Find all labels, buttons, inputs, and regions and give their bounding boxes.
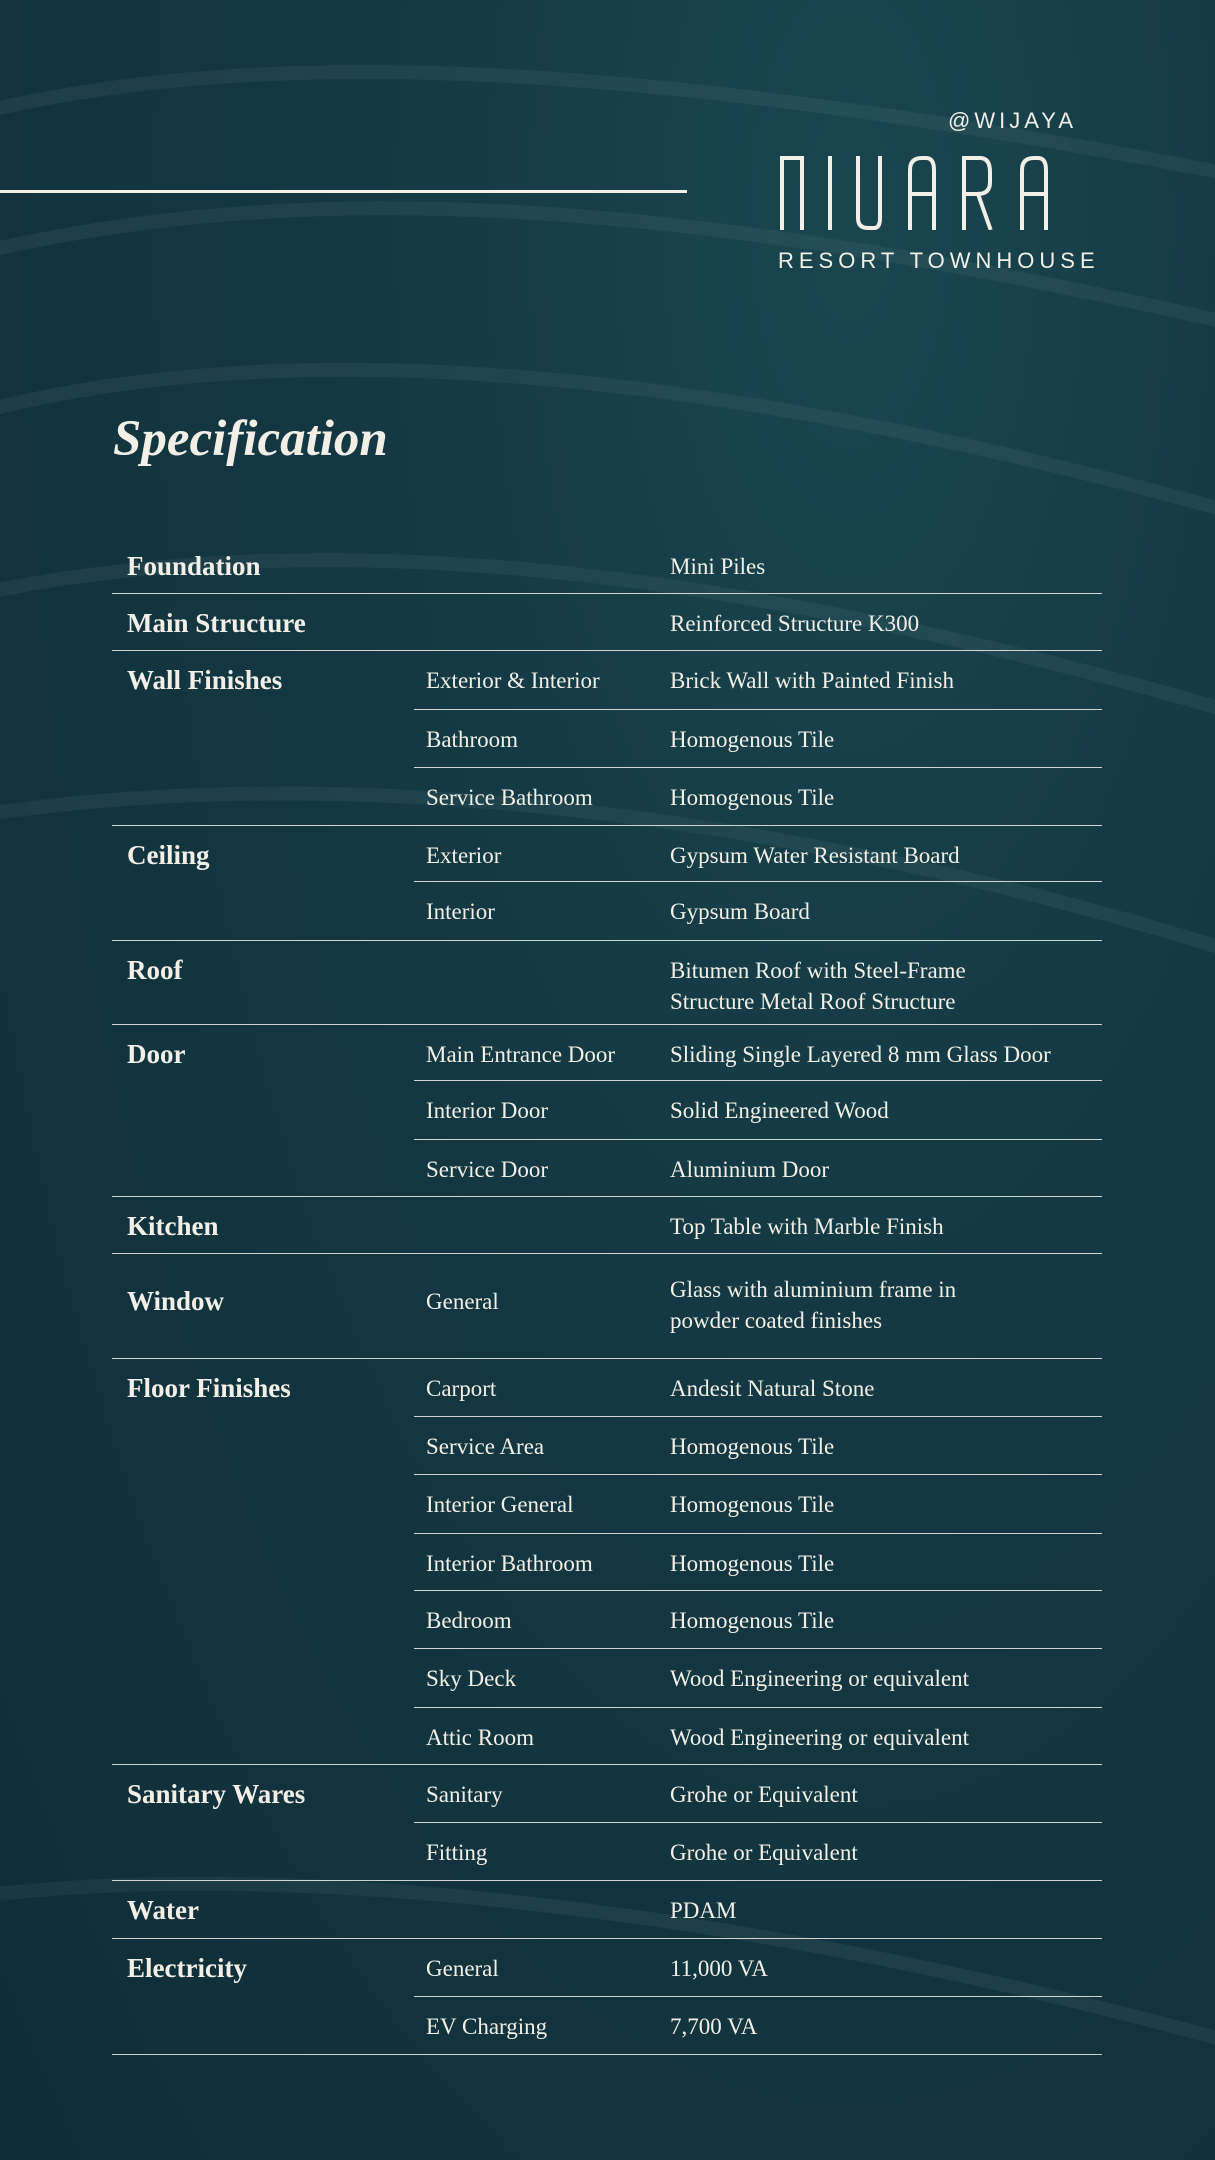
spec-category-label: Water: [127, 1895, 199, 1925]
spec-category: [112, 1997, 414, 2055]
spec-category-label: Sanitary Wares: [127, 1779, 306, 1809]
header-divider-line: [0, 190, 687, 193]
spec-value-text: Wood Engineering or equivalent: [670, 1725, 969, 1750]
page-title: Specification: [113, 411, 388, 467]
spec-value: [666, 826, 1102, 882]
spec-category: [112, 1708, 414, 1765]
spec-row: [112, 1939, 1102, 1997]
spec-value-text: Gypsum Water Resistant Board: [670, 843, 960, 868]
spec-value-text: Homogenous Tile: [670, 727, 835, 752]
spec-category-label: Kitchen: [127, 1211, 219, 1241]
spec-subitem-label: EV Charging: [426, 2014, 548, 2039]
specification-table: [112, 537, 1102, 2055]
spec-category-label: Ceiling: [127, 840, 210, 870]
spec-category-label: Main Structure: [127, 608, 306, 638]
spec-subitem-label: Exterior & Interior: [426, 668, 600, 693]
spec-value-text: Grohe or Equivalent: [670, 1840, 858, 1865]
spec-category-label: Floor Finishes: [127, 1373, 291, 1403]
spec-category-label: [127, 1708, 414, 1722]
spec-subitem: [414, 1649, 666, 1708]
spec-value-text-line2: powder coated finishes: [670, 1308, 883, 1333]
spec-row: [112, 1254, 1102, 1359]
spec-subitem: [414, 594, 666, 651]
spec-row: [112, 594, 1102, 651]
spec-value: [666, 537, 1102, 594]
spec-subitem-label: Exterior: [426, 843, 502, 868]
spec-category-label: Door: [127, 1039, 186, 1069]
spec-row: [112, 768, 1102, 826]
spec-row: [112, 1140, 1102, 1197]
spec-subitem: [414, 941, 666, 1025]
spec-category: [112, 1534, 414, 1591]
spec-category-label: Window: [127, 1286, 225, 1316]
spec-value-text: Glass with aluminium frame in: [670, 1277, 957, 1302]
spec-category: [112, 882, 414, 941]
spec-value-text-line2: Structure Metal Roof Structure: [670, 989, 956, 1014]
spec-subitem: [414, 1025, 666, 1081]
spec-value-text: Top Table with Marble Finish: [670, 1214, 944, 1239]
spec-subitem: [414, 1359, 666, 1417]
spec-subitem: [414, 1881, 666, 1939]
spec-category-label: [127, 1475, 414, 1489]
spec-value: [666, 1823, 1102, 1881]
spec-category: [112, 594, 414, 651]
spec-category-label: Foundation: [127, 551, 261, 581]
spec-value: [666, 710, 1102, 768]
spec-subitem-label: Carport: [426, 1376, 497, 1401]
spec-row: [112, 1649, 1102, 1708]
spec-category-label: [127, 1649, 414, 1663]
spec-row: [112, 1765, 1102, 1823]
spec-row: [112, 1708, 1102, 1765]
spec-value: [666, 1649, 1102, 1708]
spec-category-label: [127, 1823, 414, 1837]
spec-subitem: [414, 1417, 666, 1475]
spec-category: [112, 1939, 414, 1997]
spec-value: [666, 1997, 1102, 2055]
nivara-logotype: [778, 152, 1083, 230]
spec-row: [112, 941, 1102, 1025]
spec-value: [666, 1881, 1102, 1939]
spec-subitem: [414, 1140, 666, 1197]
spec-category-label: Roof: [127, 955, 183, 985]
spec-category-label: [127, 768, 414, 782]
spec-category: [112, 941, 414, 1025]
spec-subitem-label: Bedroom: [426, 1608, 512, 1633]
brand-tagline: RESORT TOWNHOUSE: [778, 248, 1100, 273]
spec-category: [112, 1475, 414, 1534]
spec-subitem-label: Interior Bathroom: [426, 1551, 593, 1576]
spec-category: [112, 1081, 414, 1140]
spec-value: [666, 594, 1102, 651]
spec-row: [112, 1591, 1102, 1649]
spec-subitem: [414, 710, 666, 768]
spec-category: [112, 651, 414, 710]
spec-subitem: [414, 1939, 666, 1997]
spec-value: [666, 651, 1102, 710]
spec-value-text: PDAM: [670, 1898, 737, 1923]
spec-category: [112, 1881, 414, 1939]
spec-subitem-label: Interior General: [426, 1492, 574, 1517]
spec-row: [112, 1197, 1102, 1254]
spec-value: [666, 1417, 1102, 1475]
spec-subitem-label: [426, 537, 666, 551]
spec-category: [112, 1140, 414, 1197]
spec-category-label: Electricity: [127, 1953, 247, 1983]
spec-value: [666, 1359, 1102, 1417]
spec-category: [112, 1823, 414, 1881]
spec-value: [666, 1025, 1102, 1081]
spec-value: [666, 1475, 1102, 1534]
spec-value-text: Grohe or Equivalent: [670, 1782, 858, 1807]
spec-category: [112, 1765, 414, 1823]
spec-category-label: [127, 1417, 414, 1431]
spec-category: [112, 1417, 414, 1475]
spec-value-text: Brick Wall with Painted Finish: [670, 668, 954, 693]
spec-subitem: [414, 1765, 666, 1823]
spec-row: [112, 1475, 1102, 1534]
spec-value-text: Wood Engineering or equivalent: [670, 1666, 969, 1691]
brand-handle: @WIJAYA: [948, 108, 1077, 133]
spec-value: [666, 882, 1102, 941]
spec-subitem: [414, 537, 666, 594]
spec-row: [112, 882, 1102, 941]
spec-category-label: [127, 882, 414, 896]
spec-value: [666, 1140, 1102, 1197]
spec-subitem-label: Attic Room: [426, 1725, 534, 1750]
spec-category-label: [127, 1591, 414, 1605]
spec-category: [112, 1197, 414, 1254]
spec-category: [112, 1591, 414, 1649]
spec-subitem-label: [426, 594, 666, 608]
spec-row: [112, 826, 1102, 882]
spec-row: [112, 1025, 1102, 1081]
spec-value-text: Sliding Single Layered 8 mm Glass Door: [670, 1042, 1051, 1067]
spec-value-text: Homogenous Tile: [670, 1608, 835, 1633]
spec-value-text: Homogenous Tile: [670, 1551, 835, 1576]
spec-subitem: [414, 1591, 666, 1649]
spec-value-text: 11,000 VA: [670, 1956, 768, 1981]
spec-value-text: Homogenous Tile: [670, 1434, 835, 1459]
spec-category: [112, 1025, 414, 1081]
spec-category-label: [127, 1081, 414, 1095]
spec-subitem-label: Main Entrance Door: [426, 1042, 616, 1067]
spec-value-text: Gypsum Board: [670, 899, 810, 924]
spec-value: [666, 1534, 1102, 1591]
spec-value-text: Andesit Natural Stone: [670, 1376, 875, 1401]
spec-value-text: Aluminium Door: [670, 1157, 830, 1182]
spec-value-text: Reinforced Structure K300: [670, 611, 920, 636]
spec-subitem-label: Service Door: [426, 1157, 548, 1182]
spec-subitem-label: Sky Deck: [426, 1666, 517, 1691]
spec-subitem-label: Bathroom: [426, 727, 518, 752]
spec-value-text: Homogenous Tile: [670, 785, 835, 810]
spec-category: [112, 1649, 414, 1708]
spec-subitem-label: General: [426, 1956, 499, 1981]
spec-value: [666, 768, 1102, 826]
spec-value: [666, 1197, 1102, 1254]
spec-value-text: Mini Piles: [670, 554, 766, 579]
spec-value-text: 7,700 VA: [670, 2014, 758, 2039]
spec-category: [112, 537, 414, 594]
spec-subitem: [414, 1534, 666, 1591]
spec-subitem: [414, 1823, 666, 1881]
spec-category: [112, 710, 414, 768]
spec-subitem: [414, 1708, 666, 1765]
spec-category-label: [127, 1534, 414, 1548]
spec-category: [112, 768, 414, 826]
spec-subitem: [414, 826, 666, 882]
spec-subitem: [414, 1254, 666, 1359]
spec-subitem-label: [426, 941, 666, 955]
spec-value: [666, 941, 1102, 1025]
spec-subitem-label: Service Bathroom: [426, 785, 593, 810]
spec-subitem: [414, 1475, 666, 1534]
spec-subitem-label: Fitting: [426, 1840, 488, 1865]
spec-category-label: [127, 1997, 414, 2011]
spec-value: [666, 1591, 1102, 1649]
spec-value: [666, 1081, 1102, 1140]
spec-category: [112, 826, 414, 882]
spec-row: [112, 1534, 1102, 1591]
spec-value: [666, 1708, 1102, 1765]
spec-subitem-label: General: [426, 1289, 499, 1314]
spec-value: [666, 1939, 1102, 1997]
spec-row: [112, 710, 1102, 768]
spec-category: [112, 1359, 414, 1417]
spec-category-label: [127, 710, 414, 724]
spec-value: [666, 1254, 1102, 1359]
spec-subitem-label: Interior: [426, 899, 495, 924]
spec-category-label: Wall Finishes: [127, 665, 283, 695]
spec-row: [112, 1359, 1102, 1417]
spec-subitem: [414, 768, 666, 826]
spec-value-text: Solid Engineered Wood: [670, 1098, 889, 1123]
spec-subitem-label: Sanitary: [426, 1782, 503, 1807]
spec-subitem: [414, 651, 666, 710]
spec-subitem-label: Service Area: [426, 1434, 545, 1459]
spec-subitem-label: [426, 1197, 666, 1211]
spec-category: [112, 1254, 414, 1359]
spec-row: [112, 1881, 1102, 1939]
spec-value: [666, 1765, 1102, 1823]
spec-subitem-label: [426, 1881, 666, 1895]
spec-value-text: Bitumen Roof with Steel-Frame: [670, 958, 966, 983]
spec-row: [112, 1081, 1102, 1140]
spec-row: [112, 537, 1102, 594]
spec-subitem: [414, 1197, 666, 1254]
spec-row: [112, 651, 1102, 710]
spec-subitem-label: Interior Door: [426, 1098, 548, 1123]
spec-category-label: [127, 1140, 414, 1154]
spec-row: [112, 1997, 1102, 2055]
spec-row: [112, 1417, 1102, 1475]
spec-subitem: [414, 882, 666, 941]
spec-subitem: [414, 1081, 666, 1140]
spec-value-text: Homogenous Tile: [670, 1492, 835, 1517]
spec-row: [112, 1823, 1102, 1881]
spec-subitem: [414, 1997, 666, 2055]
